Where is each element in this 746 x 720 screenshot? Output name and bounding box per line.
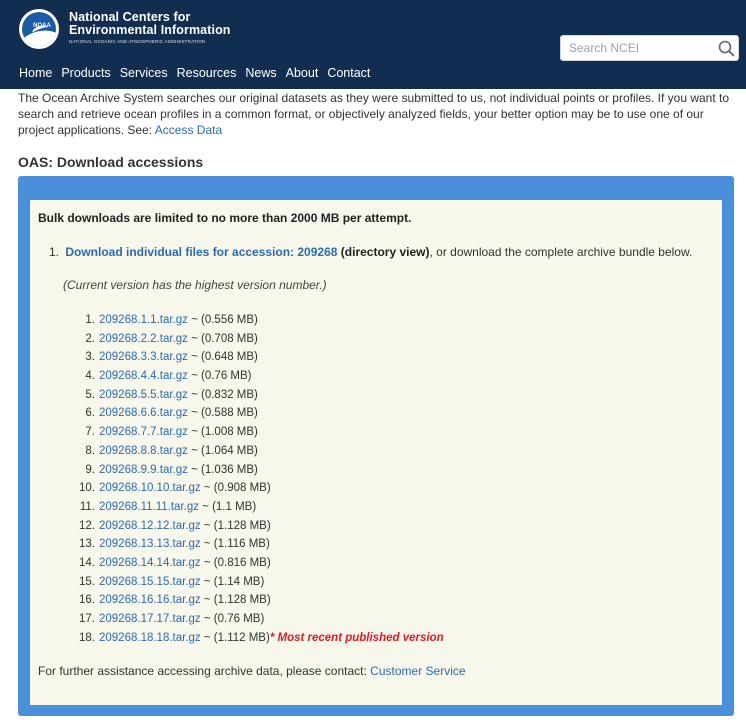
file-size: (0.832 MB)	[201, 388, 258, 401]
file-row	[63, 498, 444, 517]
nav-about[interactable]: About	[285, 66, 319, 80]
file-size: (0.908 MB)	[213, 482, 271, 495]
file-link[interactable]: 209268.6.6.tar.gz	[99, 407, 188, 420]
main-nav	[19, 65, 379, 81]
file-separator: ~	[200, 613, 214, 625]
file-separator: ~	[187, 463, 201, 476]
file-size: (1.036 MB)	[201, 463, 258, 476]
file-number: 18.	[79, 631, 95, 644]
file-size: (0.588 MB)	[201, 407, 258, 420]
most-recent-badge: * Most recent published version	[269, 631, 444, 644]
logo-text: NOAA	[33, 23, 51, 29]
file-separator: ~	[200, 556, 214, 569]
file-row	[63, 442, 444, 461]
file-link[interactable]: 209268.18.18.tar.gz	[99, 631, 201, 644]
search-icon[interactable]	[718, 40, 735, 57]
assistance-text: For further assistance accessing archive data, please contact:	[38, 664, 371, 678]
file-link[interactable]: 209268.9.9.tar.gz	[99, 463, 188, 476]
file-row	[63, 386, 444, 405]
file-separator: ~	[200, 538, 214, 551]
individual-files-link[interactable]: Download individual files for accession: 209268	[65, 245, 338, 259]
nav-resources[interactable]: Resources	[176, 66, 237, 80]
file-separator: ~	[198, 500, 213, 513]
file-link[interactable]: 209268.14.14.tar.gz	[99, 556, 201, 569]
nav-products[interactable]: Products	[61, 66, 111, 80]
file-row	[63, 404, 444, 423]
file-row	[63, 517, 444, 536]
file-separator: ~	[200, 519, 214, 532]
file-link[interactable]: 209268.10.10.tar.gz	[99, 482, 201, 495]
file-link[interactable]: 209268.4.4.tar.gz	[99, 370, 188, 383]
file-number: 3.	[85, 351, 95, 364]
file-size: (1.008 MB)	[201, 426, 258, 439]
file-size: (1.14 MB)	[213, 575, 265, 588]
file-link[interactable]: 209268.3.3.tar.gz	[99, 351, 188, 364]
file-row	[63, 479, 444, 498]
assistance-note	[38, 664, 466, 678]
file-list	[63, 311, 444, 647]
file-number: 9.	[85, 463, 95, 476]
file-number: 13.	[79, 538, 95, 551]
download-option-1	[49, 245, 692, 259]
file-number: 4.	[85, 370, 95, 383]
nav-contact[interactable]: Contact	[327, 66, 371, 80]
file-size: (0.816 MB)	[213, 556, 271, 569]
file-size: (1.064 MB)	[201, 444, 258, 457]
file-size: (1.116 MB)	[213, 538, 270, 551]
search-box	[560, 35, 739, 61]
file-separator: ~	[200, 575, 214, 588]
file-separator: ~	[200, 631, 214, 644]
customer-service-link[interactable]: Customer Service	[370, 664, 466, 678]
file-link[interactable]: 209268.2.2.tar.gz	[99, 332, 188, 345]
intro-text: The Ocean Archive System searches our original datasets as they were submitted to us, not individual points or profiles. If you want to search and retrieve ocean profiles in a common format, or objectively analyzed fields, your better option may be to use one of our project applications. See:	[18, 91, 730, 137]
file-separator: ~	[187, 332, 201, 345]
file-size: (0.556 MB)	[201, 314, 258, 326]
file-size: (0.708 MB)	[201, 332, 258, 345]
file-size: (1.112 MB)	[213, 631, 270, 644]
file-row	[63, 330, 444, 349]
file-number: 8.	[85, 444, 95, 457]
bulk-limit-note: Bulk downloads are limited to no more than 2000 MB per attempt.	[38, 211, 412, 225]
file-link[interactable]: 209268.17.17.tar.gz	[99, 613, 201, 625]
file-link[interactable]: 209268.15.15.tar.gz	[99, 575, 201, 588]
file-number: 14.	[79, 556, 95, 569]
file-size: (0.648 MB)	[201, 351, 258, 364]
option-rest-text: , or download the complete archive bundle below.	[429, 245, 693, 259]
file-row	[63, 610, 444, 629]
file-number: 16.	[79, 594, 95, 607]
search-input[interactable]	[561, 36, 711, 60]
file-separator: ~	[187, 351, 201, 364]
file-number: 15.	[79, 575, 95, 588]
download-panel-body	[30, 200, 722, 705]
file-separator: ~	[187, 370, 201, 383]
file-number: 7.	[85, 426, 95, 439]
file-row	[63, 629, 444, 648]
file-link[interactable]: 209268.11.11.tar.gz	[99, 500, 199, 513]
nav-home[interactable]: Home	[19, 66, 53, 80]
noaa-logo-icon[interactable]	[19, 9, 59, 49]
file-separator: ~	[187, 314, 201, 326]
file-number: 17.	[79, 613, 95, 625]
file-row	[63, 573, 444, 592]
nav-news[interactable]: News	[245, 66, 277, 80]
file-size: (0.76 MB)	[201, 370, 252, 383]
file-size: (1.128 MB)	[213, 594, 271, 607]
file-number: 11.	[79, 500, 95, 513]
file-link[interactable]: 209268.5.5.tar.gz	[99, 388, 188, 401]
file-size: (0.76 MB)	[213, 613, 265, 625]
file-number: 2.	[85, 332, 95, 345]
version-note: (Current version has the highest version number.)	[63, 278, 327, 292]
file-link[interactable]: 209268.13.13.tar.gz	[99, 538, 201, 551]
file-number: 5.	[85, 388, 95, 401]
file-link[interactable]: 209268.1.1.tar.gz	[99, 314, 188, 326]
file-row	[63, 311, 444, 330]
intro-paragraph	[18, 90, 734, 138]
file-row	[63, 591, 444, 610]
file-row	[63, 535, 444, 554]
file-row	[63, 461, 444, 480]
file-separator: ~	[200, 594, 214, 607]
option-number: 1.	[49, 245, 60, 259]
file-number: 12.	[79, 519, 95, 532]
file-row	[63, 348, 444, 367]
site-brand[interactable]	[69, 11, 231, 46]
file-size: (1.128 MB)	[213, 519, 271, 532]
file-separator: ~	[200, 482, 214, 495]
file-number: 1.	[85, 314, 95, 326]
brand-title-line1: National Centers for	[69, 10, 191, 24]
directory-view-label: (directory view)	[340, 245, 430, 259]
file-link[interactable]: 209268.16.16.tar.gz	[99, 594, 201, 607]
file-link[interactable]: 209268.7.7.tar.gz	[99, 426, 188, 439]
download-panel	[18, 176, 734, 716]
file-link[interactable]: 209268.8.8.tar.gz	[99, 444, 188, 457]
brand-title-line2: Environmental Information	[69, 23, 231, 37]
site-header	[0, 0, 746, 89]
file-separator: ~	[187, 407, 201, 420]
file-separator: ~	[187, 426, 201, 439]
file-separator: ~	[187, 444, 201, 457]
file-row	[63, 367, 444, 386]
brand-subtitle: NATIONAL OCEANIC AND ATMOSPHERIC ADMINISTRATION	[69, 39, 206, 44]
file-row	[63, 423, 444, 442]
file-size: (1.1 MB)	[212, 500, 257, 513]
file-link[interactable]: 209268.12.12.tar.gz	[99, 519, 201, 532]
file-number: 6.	[85, 407, 95, 420]
file-row	[63, 554, 444, 573]
access-data-link[interactable]: Access Data	[154, 123, 223, 137]
nav-services[interactable]: Services	[119, 66, 168, 80]
file-number: 10.	[79, 482, 95, 495]
page-title: OAS: Download accessions	[18, 154, 204, 170]
file-separator: ~	[187, 388, 201, 401]
